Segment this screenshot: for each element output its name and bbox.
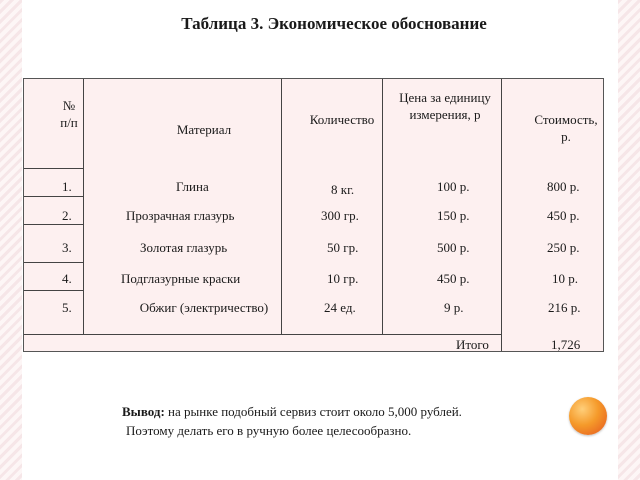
row-4-material: Подглазурные краски [121,271,241,286]
row-5-material: Обжиг (электричество) [139,300,269,315]
decorative-right-stripe [618,0,640,480]
row-5-num: 5. [62,300,72,315]
grid-line [83,79,84,334]
row-4-price: 450 р. [437,271,470,286]
economic-table [23,78,604,352]
row-2-quantity: 300 гр. [321,208,359,223]
conclusion-line-2: Поэтому делать его в ручную более целесообразно. [126,423,412,438]
header-material: Материал [176,122,232,137]
grid-line [24,168,83,169]
grid-line [24,334,502,335]
grid-line [382,79,383,334]
row-2-cost: 450 р. [547,208,580,223]
row-1-quantity: 8 кг. [331,182,355,197]
decorative-left-stripe [0,0,22,480]
row-3-price: 500 р. [437,240,470,255]
row-3-material: Золотая глазурь [140,240,228,255]
grid-line [24,290,83,291]
header-unit-price: Цена за единицу измерения, р [399,90,491,122]
header-cost: Стоимость, р. [534,112,598,144]
row-1-price: 100 р. [437,179,470,194]
slide-title: Таблица 3. Экономическое обоснование [181,14,487,33]
conclusion-line-1: на рынке подобный сервиз стоит около 5,000 рублей. [168,404,462,419]
grid-line [281,79,282,334]
row-5-price: 9 р. [444,300,464,315]
row-2-price: 150 р. [437,208,470,223]
row-2-num: 2. [62,208,72,223]
grid-line [24,262,83,263]
header-num: № п/п [60,98,78,130]
grid-line [501,79,502,351]
row-5-quantity: 24 ед. [324,300,356,315]
row-1-material: Глина [176,179,209,194]
row-2-material: Прозрачная глазурь [126,208,235,223]
row-3-quantity: 50 гр. [327,240,359,255]
row-1-num: 1. [62,179,72,194]
total-value: 1,726 [551,337,581,352]
grid-line [24,224,83,225]
row-4-quantity: 10 гр. [327,271,359,286]
row-5-cost: 216 р. [548,300,581,315]
row-3-num: 3. [62,240,72,255]
header-quantity: Количество [309,112,375,127]
row-4-num: 4. [62,271,72,286]
grid-line [24,196,83,197]
conclusion-label: Вывод: [122,404,165,419]
total-label: Итого [456,337,489,352]
orange-circle-decoration [569,397,607,435]
row-3-cost: 250 р. [547,240,580,255]
row-1-cost: 800 р. [547,179,580,194]
row-4-cost: 10 р. [552,271,578,286]
conclusion-text [122,402,462,440]
